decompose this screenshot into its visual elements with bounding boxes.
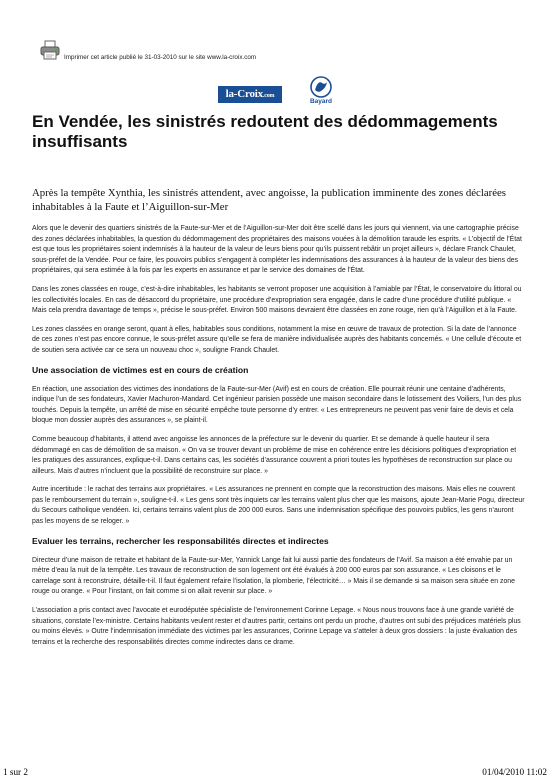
la-croix-logo-suffix: .com [262,93,275,99]
paragraph-2: Dans les zones classées en rouge, c’est-à-dire inhabitables, les habitants se verront proposer une acquisition à l’amiable par l’État, le conservatoire du littoral ou les collectivités locales. En cas de désaccord du propriétaire, une procédure d’expropriation sera engagée, dans le cadre d’une procédure d’utilité publique. « Mais cela prendra davantage de temps », précise le sous-préfet. Environ 500 maisons devraient être classées en zone rouge, rien qu’à l’Aiguillon et à la Faute. [32,285,522,315]
article-title: En Vendée, les sinistrés redoutent des dédommagements insuffisants [32,112,498,151]
bayard-emblem-icon [309,76,333,98]
bayard-logo[interactable] [304,76,338,108]
logos-area [218,76,338,110]
subheading-association: Une association de victimes est en cours de création [32,364,249,375]
paragraph-4: En réaction, une association des victimes des inondations de la Faute-sur-Mer (Avif) est en cours de création. Elle pourrait réunir une centaine d’adhérents, indique l’un de ses fondateurs, Xavier Machuron-Mandard. Cet ingénieur parisien possède une maison secondaire dans le lotissement des Voiliers, l’un des plus touchés. Depuis la tempête, un arrêté de mise en sécurité empêche toute personne d’y entrer. « Les entrepreneurs ne peuvent pas venir faire de devis et cela bloque mon dossier auprès des assurances », se plaint-il. [32,385,522,425]
la-croix-logo-text: la-Croix [225,88,263,100]
subheading-evaluation: Evaluer les terrains, rechercher les responsabilités directes et indirectes [32,535,329,546]
paragraph-8: L’association a pris contact avec l’avocate et eurodéputée spécialiste de l’environnement Corinne Lepage. « Nous nous trouvons face à une grande variété de situations, constate l’ex-ministre. Certains habitants veulent rester et d’autres partir, certains ont perdu un proche, d’autres ont subi des préjudices matériels plus ou moins élevés. » Outre l’indemnisation immédiate des victimes par les assurances, Corinne Lepage va s’atteler à deux gros dossiers : la juste évaluation des terrains et la recherche des responsabilités directes comme indirectes dans ce drame. [32,607,521,646]
paragraph-3: Les zones classées en orange seront, quant à elles, habitables sous conditions, notamment la mise en œuvre de travaux de protection. Si la date de l’annonce de ces zones n’est pas encore connue, le sous-préfet assure qu’elle se fera de manière individualisée auprès des habitants concernés. « Une cellule d’écoute et de soutien sera activée car ce sera un nouveau choc », souligne Franck Chaulet. [32,325,522,354]
paragraph-6: Autre incertitude : le rachat des terrains aux propriétaires. « Les assurances ne prennent en compte que la reconstruction des maisons. Mais elles ne couvrent pas le remboursement du terrain », souligne-t-il. « Les gens sont très inquiets car les terrains valent plus cher que les maisons, ajoute Jean-Marie Pogu, directeur du Secours catholique vendéen. Ici, certains terrains valent plus de 200 000 euros. Sans une indemnisation spécifique des pouvoirs publics, les gens n’auront pas les moyens de se reloger. » [32,486,525,526]
paragraph-1: Alors que le devenir des quartiers sinistrés de la Faute-sur-Mer et de l’Aiguillon-sur-Mer doit être scellé dans les jours qui viennent, via une cartographie précise des zones déclarées inhabitables, la question du dédommagement des propriétaires des maisons vouées à la démolition taraude les esprits. « L’objectif de l’État est que tous les propriétaires soient indemnisés à la hauteur de la valeur de leurs biens pour qu’ils puissent rebâtir un projet ailleurs », déclare Franck Chaulet, sous-préfet de la Vendée. Pour ce faire, les pouvoirs publics s’engagent à compléter les indemnisations des assurances à la hauteur de la valeur des biens des propriétaires, qui sera estimée à la fois par les experts en assurance et par le service des domaines de l’État. [32,225,522,275]
article-lead: Après la tempête Xynthia, les sinistrés attendent, avec angoisse, la publication imminente des zones déclarées inhabitables à la Faute et l’Aiguillon-sur-Mer [32,187,507,213]
la-croix-logo[interactable] [218,86,282,103]
page-number: 1 sur 2 [3,767,29,777]
bayard-logo-text: Bayard [309,98,333,105]
print-notice-text: Imprimer cet article publié le 31-03-2010 sur le site www.la-croix.com [64,54,257,61]
paragraph-7: Directeur d’une maison de retraite et habitant de la Faute-sur-Mer, Yannick Lange fait lui aussi partie des fondateurs de l’Avif. Sa maison a été envahie par un mètre d’eau la nuit de la tempête. Les travaux de reconstruction de son logement ont été évalués à 200 000 euros par son assurance. « Les cloisons et le carrelage sont à reconstruire, détaille-t-il. Il faut également refaire l’isolation, la plomberie, l’électricité… » Mais il se demande si sa maison sera située en zone rouge ou orange. « Pour l’instant, on fait comme si on allait revenir sur place. » [32,556,515,596]
print-datetime: 01/04/2010 11:02 [482,767,547,777]
paragraph-5: Comme beaucoup d’habitants, il attend avec angoisse les annonces de la préfecture sur le devenir du quartier. Et se demande à quelle hauteur il sera dédommagé en cas de démolition de sa maison. « On va se trouver devant un problème de mise en cohérence entre les décisions politiques d’expropriation et les pratiques des assurances, explique-t-il. Dans certains cas, les sociétés d’assurance couvrent a priori toutes les hypothèses de reconstruction sur place ou ailleurs. Mais d’autres n’incluent que la possibilité de reconstruire sur place. » [32,435,517,475]
article-body [32,224,526,656]
printer-icon[interactable] [40,40,60,60]
